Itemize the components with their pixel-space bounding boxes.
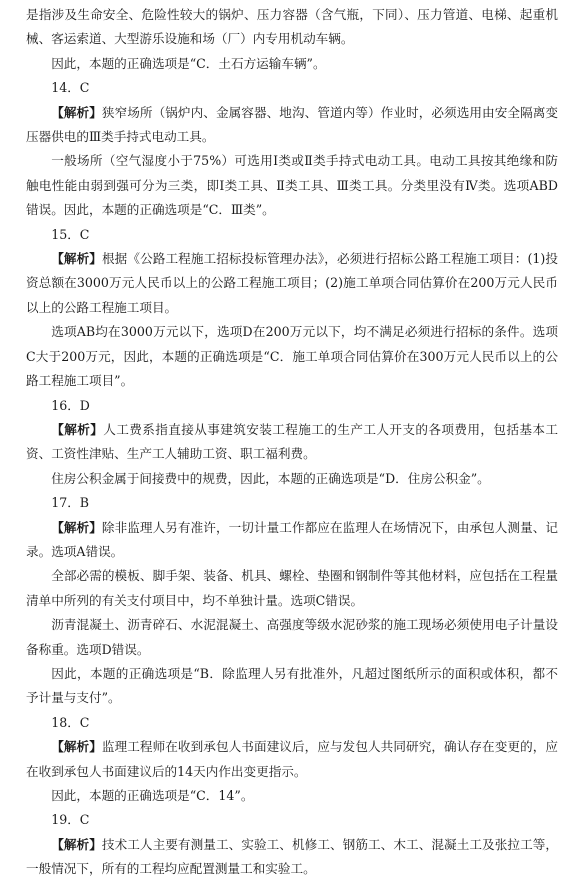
paragraph-text: 14．C — [51, 80, 90, 96]
answer-number — [26, 223, 558, 247]
answer-number — [26, 76, 558, 100]
analysis-paragraph — [26, 833, 558, 882]
analysis-paragraph — [26, 418, 558, 467]
paragraph-text: 监理工程师在收到承包人书面建议后，应与发包人共同研究，确认存在变更的，应在收到承包人书面建议后的14天内作出变更指示。 — [26, 739, 559, 779]
analysis-tag: 【解析】 — [51, 739, 102, 755]
analysis-tag: 【解析】 — [51, 421, 104, 437]
paragraph-text: 因此，本题的正确选项是“C．土石方运输车辆”。 — [51, 55, 326, 71]
paragraph-text: 17．B — [51, 495, 90, 511]
paragraph-text: 全部必需的模板、脚手架、装备、机具、螺栓、垫圈和钢制件等其他材料，应包括在工程量清单中所列的有关支付项目中，均不单独计量。选项C错误。 — [26, 568, 558, 608]
analysis-tag: 【解析】 — [51, 519, 102, 535]
paragraph-text: 16．D — [51, 397, 90, 413]
analysis-paragraph — [26, 516, 558, 565]
paragraph-text: 除非监理人另有准许，一切计量工作都应在监理人在场情况下，由承包人测量、记录。选项A错误。 — [26, 519, 559, 559]
paragraph-text: 技术工人主要有测量工、实验工、机修工、钢筋工、木工、混凝土工及张拉工等，一般情况下，所有的工程均应配置测量工和实验工。 — [26, 836, 559, 877]
paragraph-text: 人工费系指直接从事建筑安装工程施工的生产工人开支的各项费用，包括基本工资、工资性津贴、生产工人辅助工资、职工福利费。 — [26, 421, 559, 462]
answer-number — [26, 711, 558, 735]
paragraph-text: 19．C — [51, 812, 90, 828]
body-paragraph — [26, 467, 558, 491]
body-paragraph — [26, 564, 558, 613]
analysis-tag: 【解析】 — [51, 104, 102, 120]
paragraph-text: 因此，本题的正确选项是“C．14”。 — [51, 788, 254, 803]
body-paragraph — [26, 149, 558, 222]
paragraph-text: 一般场所（空气湿度小于75%）可选用Ⅰ类或Ⅱ类手持式电动工具。电动工具按其绝缘和防触电性能由弱到强可分为三类，即Ⅰ类工具、Ⅱ类工具、Ⅲ类工具。分类里没有Ⅳ类。选项ABD错误。因此，本题的正确选项是“C．Ⅲ类”。 — [26, 153, 558, 218]
analysis-tag: 【解析】 — [51, 836, 102, 852]
paragraph-text: 住房公积金属于间接费中的规费，因此，本题的正确选项是“D．住房公积金”。 — [51, 470, 490, 486]
answer-number — [26, 491, 558, 515]
paragraph-text: 因此，本题的正确选项是“B．除监理人另有批准外，凡超过图纸所示的面积或体积，都不予计量与支付”。 — [26, 665, 558, 706]
body-paragraph — [26, 784, 558, 808]
body-paragraph — [26, 613, 558, 662]
body-paragraph — [26, 320, 558, 393]
paragraph-text: 狭窄场所（锅炉内、金属容器、地沟、管道内等）作业时，必须选用由安全隔离变压器供电的Ⅲ类手持式电动工具。 — [26, 104, 559, 145]
body-paragraph — [26, 662, 558, 711]
analysis-paragraph — [26, 247, 558, 320]
paragraph-text: 选项AB均在3000万元以下，选项D在200万元以下，均不满足必须进行招标的条件。选项C大于200万元，因此，本题的正确选项是“C．施工单项合同估算价在300万元人民币以上的公路工程施工项目”。 — [26, 324, 558, 389]
body-paragraph — [26, 3, 558, 52]
analysis-paragraph — [26, 735, 558, 784]
analysis-tag: 【解析】 — [51, 251, 102, 267]
analysis-paragraph — [26, 101, 558, 150]
paragraph-text: 沥青混凝土、沥青碎石、水泥混凝土、高强度等级水泥砂浆的施工现场必须使用电子计量设备称重。选项D错误。 — [26, 617, 558, 657]
document-body — [26, 3, 558, 882]
answer-number — [26, 394, 558, 418]
body-paragraph — [26, 52, 558, 76]
paragraph-text: 18．C — [51, 714, 90, 730]
paragraph-text: 15．C — [51, 226, 90, 242]
answer-number — [26, 808, 558, 832]
paragraph-text: 是指涉及生命安全、危险性较大的锅炉、压力容器（含气瓶，下同）、压力管道、电梯、起重机械、客运索道、大型游乐设施和场（厂）内专用机动车辆。 — [26, 7, 558, 47]
paragraph-text: 根据《公路工程施工招标投标管理办法》，必须进行招标公路工程施工项目：(1)投资总额在3000万元人民币以上的公路工程施工项目；(2)施工单项合同估算价在200万元人民币以上的公路工程施工项目。 — [26, 251, 558, 315]
